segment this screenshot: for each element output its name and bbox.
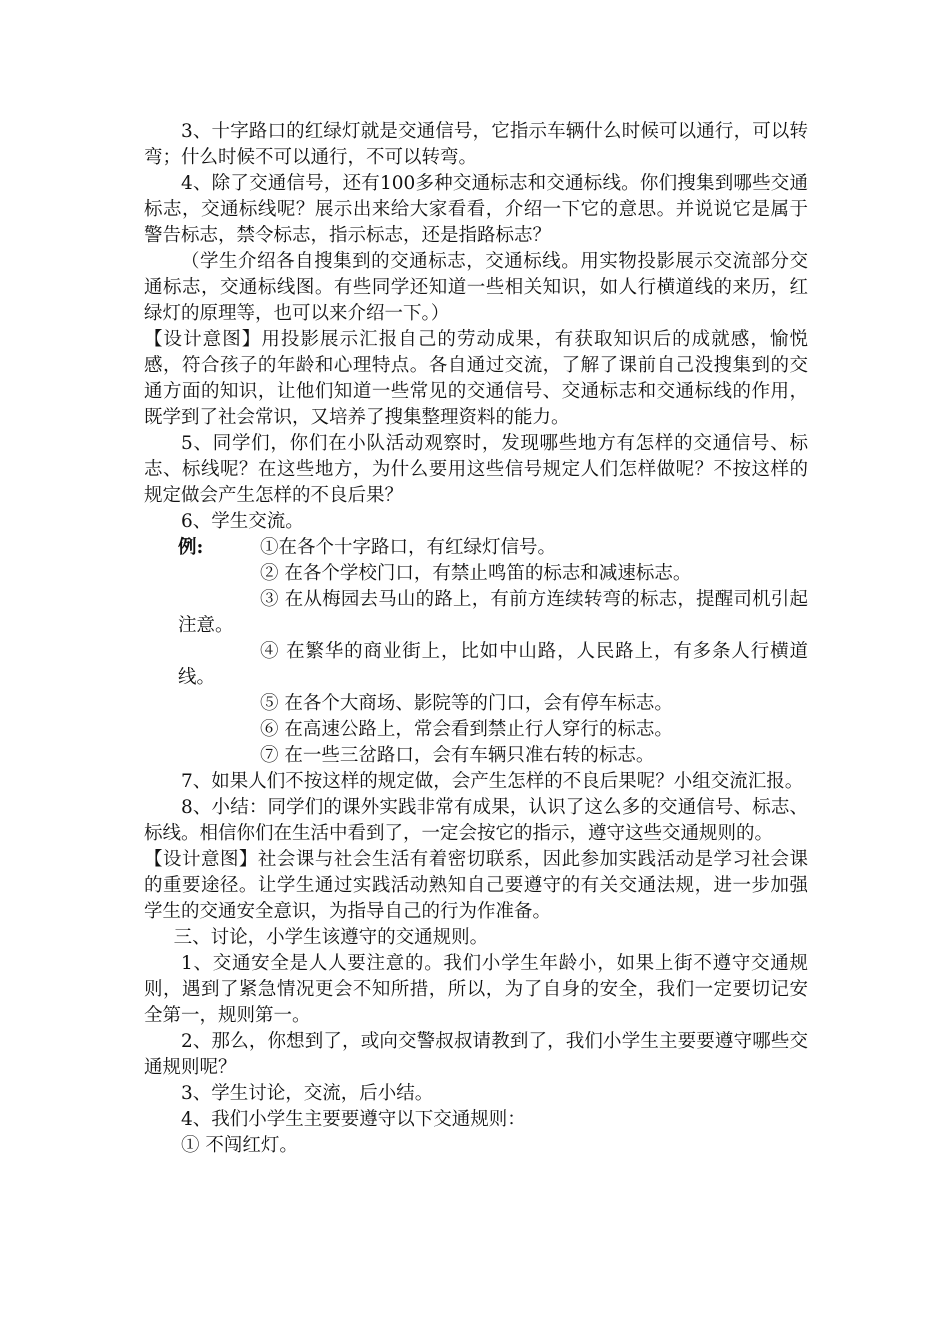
paragraph-rule-3: 3、学生讨论，交流，后小结。 xyxy=(181,1083,434,1104)
paragraph-design-intent-2: 【设计意图】社会课与社会生活有着密切联系，因此参加实践活动是学习社会课的重要途径。让学生通过实践活动熟知自己要遵守的有关交通法规，进一步加强学生的交通安全意识，为指导自己的行为作准备。 xyxy=(144,849,808,922)
example-item-5: ⑤ 在各个大商场、影院等的门口，会有停车标志。 xyxy=(260,693,673,714)
document-page xyxy=(144,119,808,1159)
paragraph-rule-2: 2、那么，你想到了，或向交警叔叔请教到了，我们小学生主要要遵守哪些交通规则呢？ xyxy=(144,1031,808,1078)
example-item-1: ①在各个十字路口，有红绿灯信号。 xyxy=(260,537,557,558)
section-heading-3: 三、讨论，小学生该遵守的交通规则。 xyxy=(173,927,489,948)
paragraph-item-7: 7、如果人们不按这样的规定做，会产生怎样的不良后果呢？小组交流汇报。 xyxy=(181,771,804,792)
example-item-6: ⑥ 在高速公路上，常会看到禁止行人穿行的标志。 xyxy=(260,719,673,740)
paragraph-item-8-summary: 8、小结：同学们的课外实践非常有成果，认识了这么多的交通信号、标志、标线。相信你们在生活中看到了，一定会按它的指示，遵守这些交通规则的。 xyxy=(144,797,808,844)
paragraph-item-5: 5、同学们，你们在小队活动观察时，发现哪些地方有怎样的交通信号、标志、标线呢？在这些地方，为什么要用这些信号规定人们怎样做呢？不按这样的规定做会产生怎样的不良后果？ xyxy=(144,433,808,506)
example-item-7: ⑦ 在一些三岔路口，会有车辆只准右转的标志。 xyxy=(260,745,655,766)
example-row xyxy=(144,535,808,561)
paragraph-item-4: 4、除了交通信号，还有100多种交通标志和交通标线。你们搜集到哪些交通标志，交通标线呢？展示出来给大家看看，介绍一下它的意思。并说说它是属于警告标志，禁令标志，指示标志，还是指路标志？ xyxy=(144,173,808,246)
paragraph-rule-1: 1、交通安全是人人要注意的。我们小学生年龄小，如果上街不遵守交通规则，遇到了紧急情况更会不知所措，所以，为了自身的安全，我们一定要切记安全第一，规则第一。 xyxy=(144,953,808,1026)
paragraph-student-intro: （学生介绍各自搜集到的交通标志，交通标线。用实物投影展示交流部分交通标志，交通标线图。有些同学还知道一些相关知识，如人行横道线的来历，红绿灯的原理等，也可以来介绍一下。） xyxy=(144,251,808,324)
example-item-2: ② 在各个学校门口，有禁止鸣笛的标志和减速标志。 xyxy=(260,563,692,584)
example-label: 例: xyxy=(178,537,204,558)
example-item-3: ③ 在从梅园去马山的路上，有前方连续转弯的标志，提醒司机引起注意。 xyxy=(178,589,808,636)
paragraph-design-intent-1: 【设计意图】用投影展示汇报自己的劳动成果，有获取知识后的成就感，愉悦感，符合孩子的年龄和心理特点。各自通过交流，了解了课前自己没搜集到的交通方面的知识，让他们知道一些常见的交通信号、交通标志和交通标线的作用，既学到了社会常识，又培养了搜集整理资料的能力。 xyxy=(144,329,808,428)
paragraph-rule-4: 4、我们小学生主要要遵守以下交通规则： xyxy=(181,1109,526,1130)
paragraph-rule-item-1: ① 不闯红灯。 xyxy=(181,1135,298,1156)
paragraph-item-3: 3、十字路口的红绿灯就是交通信号，它指示车辆什么时候可以通行，可以转弯；什么时候不可以通行，不可以转弯。 xyxy=(144,121,808,168)
example-item-4: ④ 在繁华的商业街上，比如中山路，人民路上，有多条人行横道线。 xyxy=(178,641,808,688)
paragraph-item-6: 6、学生交流。 xyxy=(181,511,304,532)
